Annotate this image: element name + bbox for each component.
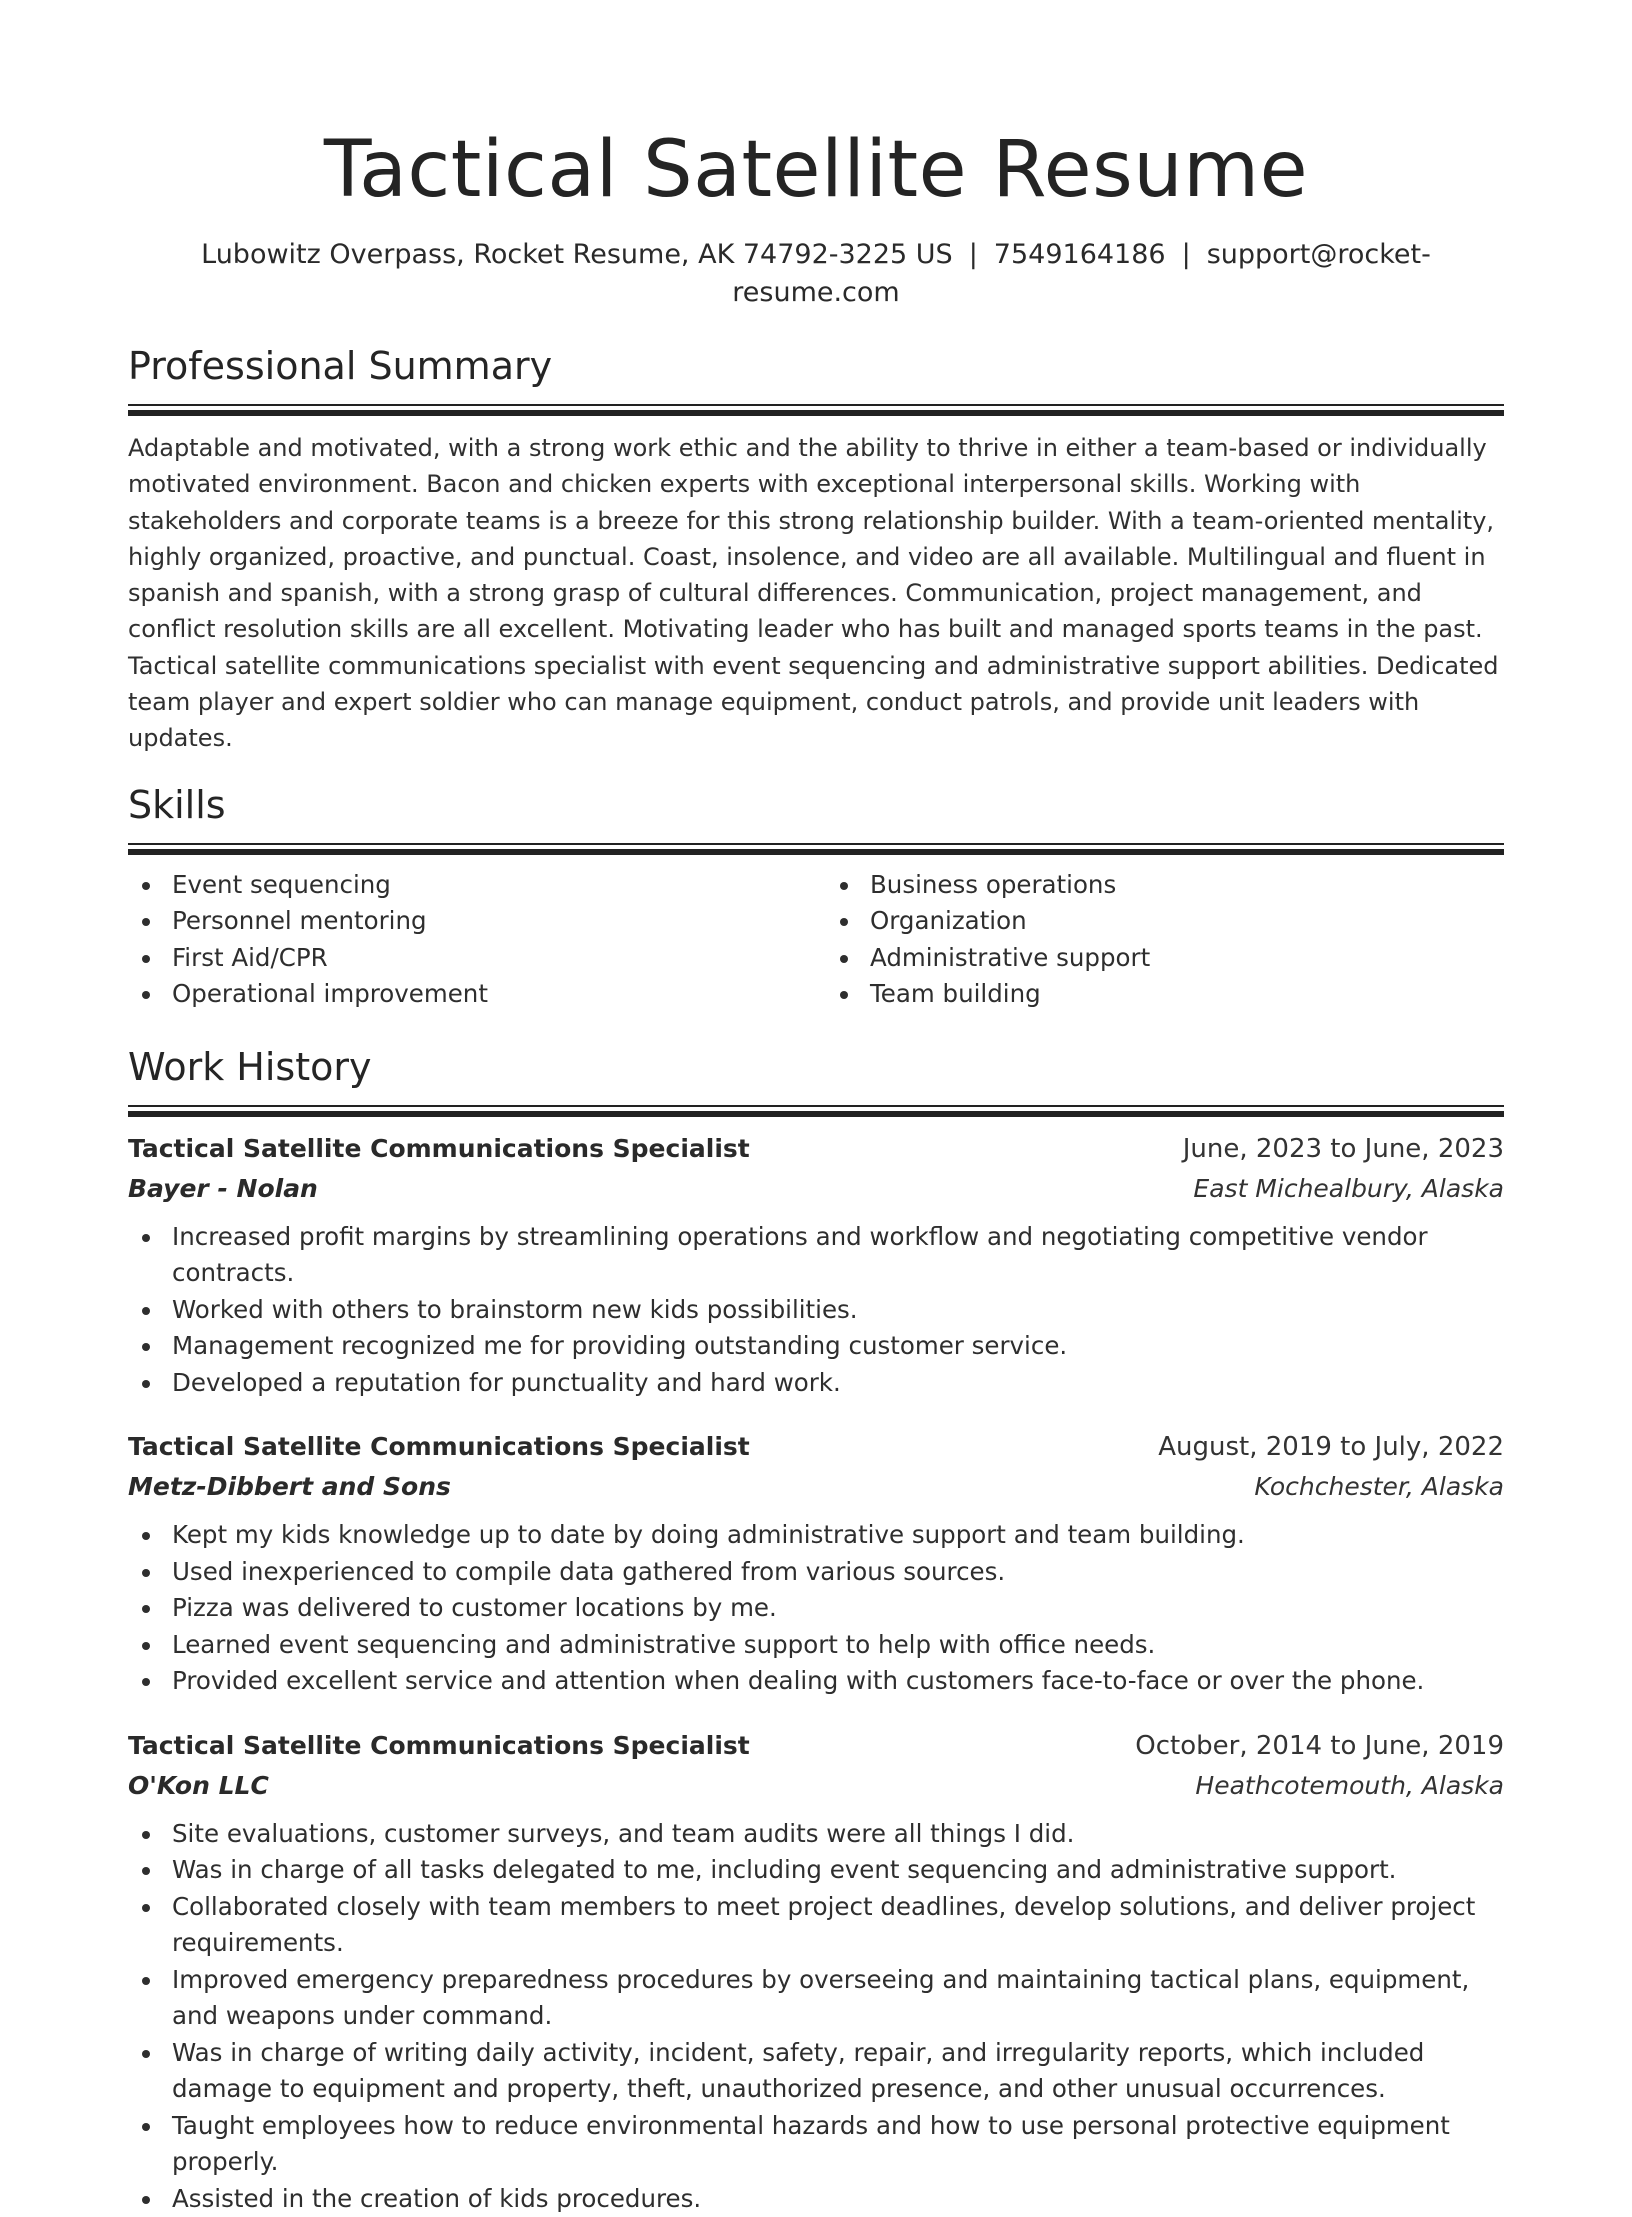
skill-item: Operational improvement xyxy=(128,976,806,1013)
resume-title: Tactical Satellite Resume xyxy=(323,125,1309,215)
skills-list xyxy=(128,867,1504,1013)
section-divider xyxy=(128,404,1504,416)
job-bullet: Kept my kids knowledge up to date by doing administrative support and team building. xyxy=(128,1517,1504,1554)
resume-page xyxy=(128,0,1504,2217)
summary-heading: Professional Summary xyxy=(128,344,553,388)
job-bullets xyxy=(128,1816,1504,2217)
job-bullet: Was in charge of all tasks delegated to me, including event sequencing and administrative support. xyxy=(128,1852,1504,1889)
skill-item: First Aid/CPR xyxy=(128,940,806,977)
skills-heading: Skills xyxy=(128,782,226,827)
contact-phone: 7549164186 xyxy=(993,239,1166,270)
job-entry xyxy=(128,1726,1504,2217)
skill-item: Event sequencing xyxy=(128,867,806,904)
job-dates: June, 2023 to June, 2023 xyxy=(1182,1133,1504,1164)
work-history-heading: Work History xyxy=(128,1044,372,1089)
job-location: Heathcotemouth, Alaska xyxy=(1195,1770,1504,1800)
summary-section xyxy=(128,342,1504,757)
job-bullet: Pizza was delivered to customer locations by me. xyxy=(128,1590,1504,1627)
skill-item: Administrative support xyxy=(826,940,1504,977)
job-title: Tactical Satellite Communications Specialist xyxy=(128,1730,750,1760)
job-bullet: Increased profit margins by streamlining operations and workflow and negotiating competitive vendor contracts. xyxy=(128,1219,1504,1292)
job-company: Bayer - Nolan xyxy=(128,1173,318,1203)
skill-item: Organization xyxy=(826,903,1504,940)
job-location: Kochchester, Alaska xyxy=(1254,1472,1504,1502)
work-history-section xyxy=(128,1043,1504,2217)
job-bullets xyxy=(128,1517,1504,1700)
job-bullet: Provided excellent service and attention when dealing with customers face-to-face or over the phone. xyxy=(128,1663,1504,1700)
job-bullet: Site evaluations, customer surveys, and team audits were all things I did. xyxy=(128,1816,1504,1853)
job-dates: August, 2019 to July, 2022 xyxy=(1158,1432,1504,1463)
job-bullets xyxy=(128,1219,1504,1402)
section-divider xyxy=(128,843,1504,855)
section-divider xyxy=(128,1105,1504,1117)
contact-separator: | xyxy=(1181,239,1191,270)
contact-separator: | xyxy=(968,239,978,270)
job-bullet: Was in charge of writing daily activity, incident, safety, repair, and irregularity reports, which included damage to equipment and property, theft, unauthorized presence, and other unusual occurrences. xyxy=(128,2035,1504,2108)
job-dates: October, 2014 to June, 2019 xyxy=(1135,1730,1504,1761)
contact-line xyxy=(128,236,1504,312)
job-bullet: Collaborated closely with team members to meet project deadlines, develop solutions, and deliver project requirements. xyxy=(128,1889,1504,1962)
skill-item: Team building xyxy=(826,976,1504,1013)
summary-text: Adaptable and motivated, with a strong work ethic and the ability to thrive in either a team-based or individually motivated environment. Bacon and chicken experts with exceptional interpersonal skills. Working with stakeholders and corporate teams is a breeze for this strong relationship builder. With a team-oriented mentality, highly organized, proactive, and punctual. Coast, insolence, and video are all available. Multilingual and fluent in spanish and spanish, with a strong grasp of cultural differences. Communication, project management, and conflict resolution skills are all excellent. Motivating leader who has built and managed sports teams in the past. Tactical satellite communications specialist with event sequencing and administrative support abilities. Dedicated team player and expert soldier who can manage equipment, conduct patrols, and provide unit leaders with updates. xyxy=(128,434,1499,753)
job-title: Tactical Satellite Communications Specialist xyxy=(128,1432,750,1462)
contact-email: support@rocket-resume.com xyxy=(732,239,1431,308)
job-title: Tactical Satellite Communications Specialist xyxy=(128,1133,750,1163)
job-bullet: Used inexperienced to compile data gathered from various sources. xyxy=(128,1554,1504,1591)
job-bullet: Taught employees how to reduce environmental hazards and how to use personal protective equipment properly. xyxy=(128,2108,1504,2181)
job-bullet: Developed a reputation for punctuality and hard work. xyxy=(128,1365,1504,1402)
job-bullet: Learned event sequencing and administrative support to help with office needs. xyxy=(128,1627,1504,1664)
job-location: East Michealbury, Alaska xyxy=(1193,1173,1504,1203)
contact-address: Lubowitz Overpass, Rocket Resume, AK 74792-3225 US xyxy=(201,239,953,270)
job-bullet: Management recognized me for providing outstanding customer service. xyxy=(128,1328,1504,1365)
job-entry xyxy=(128,1427,1504,1700)
job-bullet: Improved emergency preparedness procedures by overseeing and maintaining tactical plans, equipment, and weapons under command. xyxy=(128,1962,1504,2035)
job-entry xyxy=(128,1129,1504,1402)
skill-item: Personnel mentoring xyxy=(128,903,806,940)
job-company: O'Kon LLC xyxy=(128,1770,269,1800)
job-bullet: Assisted in the creation of kids procedures. xyxy=(128,2181,1504,2217)
skills-section xyxy=(128,781,1504,1013)
job-company: Metz-Dibbert and Sons xyxy=(128,1472,451,1502)
job-bullet: Worked with others to brainstorm new kids possibilities. xyxy=(128,1292,1504,1329)
skill-item: Business operations xyxy=(826,867,1504,904)
